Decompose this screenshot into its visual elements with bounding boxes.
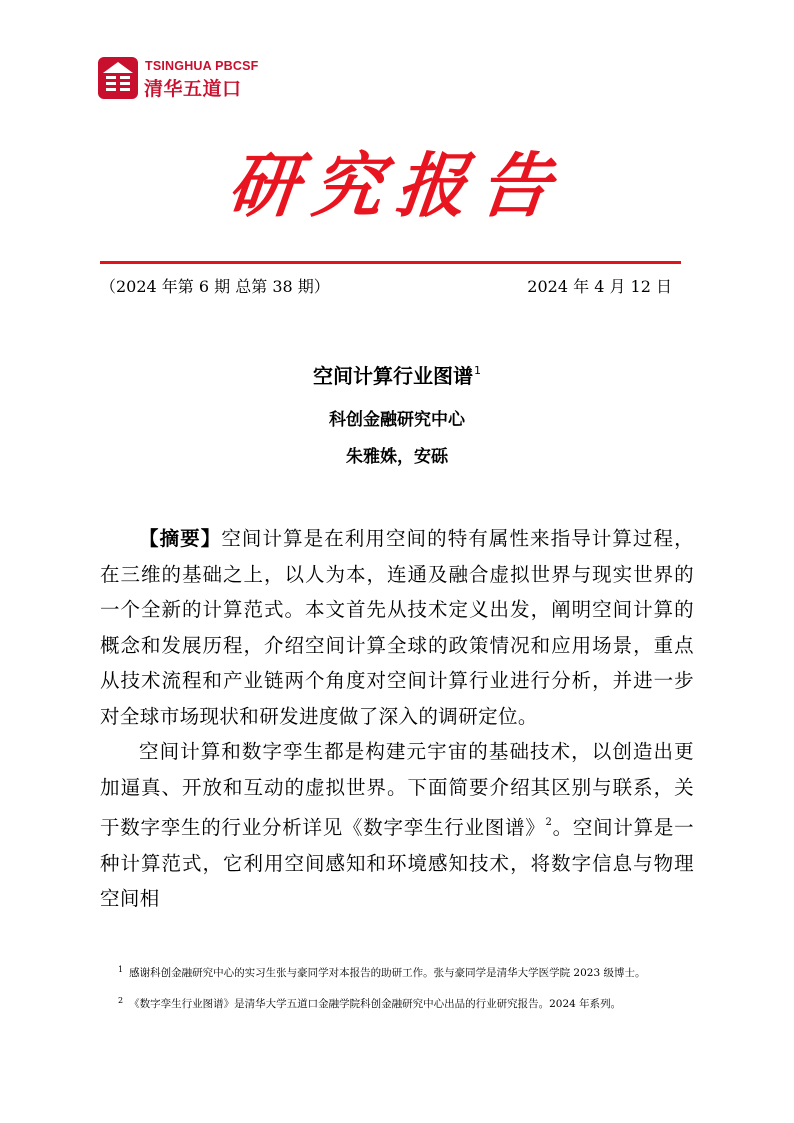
pbcsf-emblem-icon [98,57,138,99]
document-title-text: 空间计算行业图谱 [313,364,473,388]
footnote-ref-2[interactable]: 2 [545,817,553,828]
footnote-mark: 2 [118,996,124,1005]
issue-number: （2024 年第 6 期 总第 38 期） [100,277,330,296]
authors: 朱雅姝，安砾 [346,447,448,467]
report-masthead-title: 研究报告 [224,144,569,227]
footnote [100,992,694,1013]
footnote [100,961,694,982]
header-divider [100,261,681,264]
logo-text-en: TSINGHUA PBCSF [145,59,259,73]
research-center: 科创金融研究中心 [329,410,465,430]
publish-date: 2024 年 4 月 12 日 [527,277,672,296]
footnote-text: 感谢科创金融研究中心的实习生张与豪同学对本报告的助研工作。张与豪同学是清华大学医学院 2023 级博士。 [129,967,646,979]
body-paragraph [100,734,694,917]
logo-text-cn: 清华五道口 [144,78,242,100]
paragraph-text-continued: 。空间计算是一种计算范式，它利用空间感知和环境感知技术，将数字信息与物理空间相 [100,816,694,910]
abstract-paragraph [100,521,694,734]
footnote-text: 《数字孪生行业图谱》是清华大学五道口金融学院科创金融研究中心出品的行业研究报告。2024 年系列。 [129,998,622,1010]
abstract-label: 【摘要】 [139,527,222,550]
pbcsf-logo [98,57,268,99]
body-text [100,521,694,917]
paragraph-text: 空间计算和数字孪生都是构建元宇宙的基础技术，以创造出更加逼真、开放和互动的虚拟世界。下面简要介绍其区别与联系，关于数字孪生的行业分析详见《数字孪生行业图谱》 [100,740,694,839]
footnotes [100,961,694,1023]
footnote-ref-1[interactable]: 1 [474,364,481,377]
footnote-mark: 1 [118,965,124,974]
document-title [0,360,794,389]
abstract-text: 空间计算是在利用空间的特有属性来指导计算过程，在三维的基础之上，以人为本，连通及融合虚拟世界与现实世界的一个全新的计算范式。本文首先从技术定义出发，阐明空间计算的概念和发展历程，介绍空间计算全球的政策情况和应用场景，重点从技术流程和产业链两个角度对空间计算行业进行分析，并进一步对全球市场现状和研发进度做了深入的调研定位。 [100,527,694,728]
